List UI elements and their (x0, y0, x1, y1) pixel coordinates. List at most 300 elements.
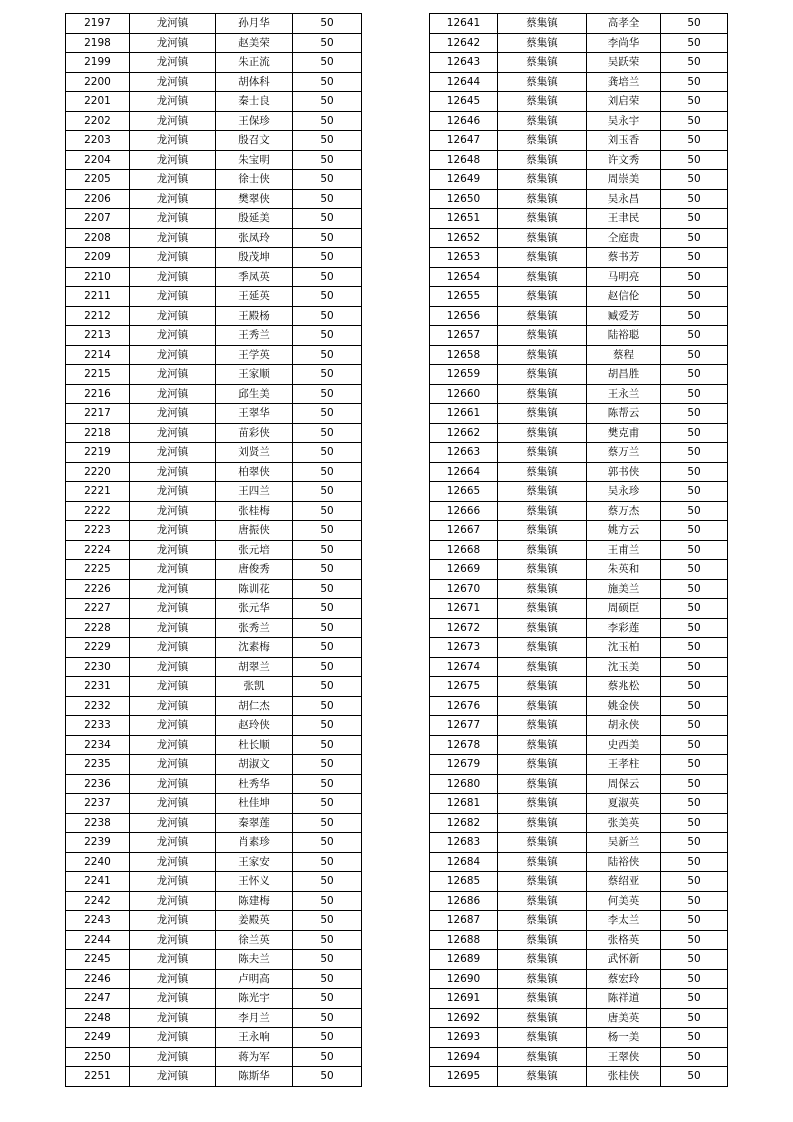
table-row (66, 599, 362, 619)
town-cell: 蔡集镇 (498, 540, 587, 560)
town-cell: 蔡集镇 (498, 170, 587, 190)
town-cell: 蔡集镇 (498, 267, 587, 287)
serial-number-cell: 2247 (66, 989, 130, 1009)
town-cell: 蔡集镇 (498, 852, 587, 872)
table-row (66, 521, 362, 541)
name-cell: 苗彩侠 (216, 423, 293, 443)
table-row (430, 813, 728, 833)
amount-cell: 50 (293, 1067, 362, 1087)
name-cell: 殷召文 (216, 131, 293, 151)
serial-number-cell: 2222 (66, 501, 130, 521)
serial-number-cell: 2216 (66, 384, 130, 404)
town-cell: 龙河镇 (130, 404, 216, 424)
table-row (430, 755, 728, 775)
name-cell: 施美兰 (587, 579, 661, 599)
name-cell: 王聿民 (587, 209, 661, 229)
town-cell: 蔡集镇 (498, 1047, 587, 1067)
amount-cell: 50 (293, 248, 362, 268)
amount-cell: 50 (293, 813, 362, 833)
serial-number-cell: 2232 (66, 696, 130, 716)
name-cell: 卢明高 (216, 969, 293, 989)
amount-cell: 50 (293, 33, 362, 53)
serial-number-cell: 2197 (66, 14, 130, 34)
town-cell: 龙河镇 (130, 111, 216, 131)
amount-cell: 50 (293, 150, 362, 170)
table-row (430, 228, 728, 248)
serial-number-cell: 12666 (430, 501, 498, 521)
town-cell: 龙河镇 (130, 969, 216, 989)
name-cell: 朱宝明 (216, 150, 293, 170)
table-row (430, 131, 728, 151)
amount-cell: 50 (661, 189, 728, 209)
name-cell: 史西美 (587, 735, 661, 755)
name-cell: 许文秀 (587, 150, 661, 170)
town-cell: 龙河镇 (130, 345, 216, 365)
town-cell: 龙河镇 (130, 1008, 216, 1028)
name-cell: 孙月华 (216, 14, 293, 34)
serial-number-cell: 2199 (66, 53, 130, 73)
serial-number-cell: 2211 (66, 287, 130, 307)
town-cell: 龙河镇 (130, 872, 216, 892)
town-cell: 龙河镇 (130, 14, 216, 34)
amount-cell: 50 (661, 677, 728, 697)
name-cell: 夏淑英 (587, 794, 661, 814)
serial-number-cell: 12657 (430, 326, 498, 346)
serial-number-cell: 2226 (66, 579, 130, 599)
table-row (66, 735, 362, 755)
name-cell: 秦士良 (216, 92, 293, 112)
name-cell: 王学英 (216, 345, 293, 365)
table-row (430, 384, 728, 404)
serial-number-cell: 12646 (430, 111, 498, 131)
town-cell: 蔡集镇 (498, 150, 587, 170)
name-cell: 陆裕聪 (587, 326, 661, 346)
serial-number-cell: 12693 (430, 1028, 498, 1048)
name-cell: 李尚华 (587, 33, 661, 53)
amount-cell: 50 (661, 404, 728, 424)
table-row (430, 989, 728, 1009)
town-cell: 龙河镇 (130, 287, 216, 307)
serial-number-cell: 2225 (66, 560, 130, 580)
town-cell: 蔡集镇 (498, 92, 587, 112)
town-cell: 蔡集镇 (498, 696, 587, 716)
name-cell: 蔡宏玲 (587, 969, 661, 989)
town-cell: 龙河镇 (130, 989, 216, 1009)
amount-cell: 50 (661, 1028, 728, 1048)
town-cell: 龙河镇 (130, 1028, 216, 1048)
amount-cell: 50 (293, 53, 362, 73)
name-cell: 李月兰 (216, 1008, 293, 1028)
table-row (66, 111, 362, 131)
table-row (66, 911, 362, 931)
amount-cell: 50 (661, 365, 728, 385)
serial-number-cell: 12694 (430, 1047, 498, 1067)
serial-number-cell: 12652 (430, 228, 498, 248)
amount-cell: 50 (661, 579, 728, 599)
town-cell: 蔡集镇 (498, 365, 587, 385)
amount-cell: 50 (661, 131, 728, 151)
table-row (66, 482, 362, 502)
table-row (430, 774, 728, 794)
table-row (430, 170, 728, 190)
table-row (66, 443, 362, 463)
table-row (430, 735, 728, 755)
amount-cell: 50 (293, 1008, 362, 1028)
table-row (66, 813, 362, 833)
amount-cell: 50 (661, 170, 728, 190)
serial-number-cell: 2250 (66, 1047, 130, 1067)
town-cell: 龙河镇 (130, 755, 216, 775)
table-row (66, 33, 362, 53)
name-cell: 陈夫兰 (216, 950, 293, 970)
town-cell: 蔡集镇 (498, 911, 587, 931)
table-row (430, 365, 728, 385)
town-cell: 蔡集镇 (498, 326, 587, 346)
name-cell: 王永兰 (587, 384, 661, 404)
amount-cell: 50 (293, 774, 362, 794)
table-row (430, 33, 728, 53)
serial-number-cell: 2206 (66, 189, 130, 209)
table-row (430, 1047, 728, 1067)
name-cell: 张凤玲 (216, 228, 293, 248)
town-cell: 蔡集镇 (498, 14, 587, 34)
town-cell: 蔡集镇 (498, 131, 587, 151)
table-row (66, 540, 362, 560)
serial-number-cell: 12688 (430, 930, 498, 950)
serial-number-cell: 2201 (66, 92, 130, 112)
town-cell: 龙河镇 (130, 501, 216, 521)
name-cell: 赵信伦 (587, 287, 661, 307)
amount-cell: 50 (293, 404, 362, 424)
amount-cell: 50 (661, 813, 728, 833)
serial-number-cell: 2239 (66, 833, 130, 853)
name-cell: 柏翠侠 (216, 462, 293, 482)
amount-cell: 50 (661, 950, 728, 970)
town-cell: 龙河镇 (130, 833, 216, 853)
table-row (66, 872, 362, 892)
serial-number-cell: 12660 (430, 384, 498, 404)
amount-cell: 50 (661, 1008, 728, 1028)
town-cell: 龙河镇 (130, 209, 216, 229)
town-cell: 龙河镇 (130, 774, 216, 794)
name-cell: 张元培 (216, 540, 293, 560)
table-row (430, 14, 728, 34)
name-cell: 王怀义 (216, 872, 293, 892)
town-cell: 龙河镇 (130, 950, 216, 970)
name-cell: 仝庭贵 (587, 228, 661, 248)
amount-cell: 50 (293, 638, 362, 658)
serial-number-cell: 2224 (66, 540, 130, 560)
amount-cell: 50 (661, 989, 728, 1009)
town-cell: 蔡集镇 (498, 384, 587, 404)
amount-cell: 50 (661, 306, 728, 326)
serial-number-cell: 12685 (430, 872, 498, 892)
town-cell: 龙河镇 (130, 248, 216, 268)
table-row (66, 833, 362, 853)
serial-number-cell: 12647 (430, 131, 498, 151)
amount-cell: 50 (661, 384, 728, 404)
amount-cell: 50 (661, 267, 728, 287)
table-row (66, 189, 362, 209)
name-cell: 刘启荣 (587, 92, 661, 112)
amount-cell: 50 (293, 170, 362, 190)
table-row (430, 872, 728, 892)
name-cell: 张美英 (587, 813, 661, 833)
table-row (66, 72, 362, 92)
amount-cell: 50 (661, 92, 728, 112)
table-row (66, 462, 362, 482)
table-row (430, 950, 728, 970)
serial-number-cell: 12642 (430, 33, 498, 53)
name-cell: 杜佳坤 (216, 794, 293, 814)
name-cell: 朱正流 (216, 53, 293, 73)
right-roster-table (429, 13, 728, 1087)
serial-number-cell: 2207 (66, 209, 130, 229)
amount-cell: 50 (293, 287, 362, 307)
town-cell: 龙河镇 (130, 579, 216, 599)
serial-number-cell: 12667 (430, 521, 498, 541)
name-cell: 樊克甫 (587, 423, 661, 443)
table-row (430, 287, 728, 307)
name-cell: 胡翠兰 (216, 657, 293, 677)
serial-number-cell: 2243 (66, 911, 130, 931)
serial-number-cell: 12691 (430, 989, 498, 1009)
amount-cell: 50 (293, 462, 362, 482)
table-row (66, 345, 362, 365)
town-cell: 蔡集镇 (498, 579, 587, 599)
serial-number-cell: 12645 (430, 92, 498, 112)
town-cell: 蔡集镇 (498, 872, 587, 892)
town-cell: 龙河镇 (130, 521, 216, 541)
table-row (66, 969, 362, 989)
name-cell: 王家顺 (216, 365, 293, 385)
town-cell: 龙河镇 (130, 560, 216, 580)
town-cell: 蔡集镇 (498, 969, 587, 989)
table-row (66, 384, 362, 404)
amount-cell: 50 (661, 560, 728, 580)
serial-number-cell: 2221 (66, 482, 130, 502)
name-cell: 陆裕侠 (587, 852, 661, 872)
town-cell: 蔡集镇 (498, 618, 587, 638)
serial-number-cell: 12644 (430, 72, 498, 92)
name-cell: 唐俊秀 (216, 560, 293, 580)
name-cell: 郭书侠 (587, 462, 661, 482)
serial-number-cell: 12662 (430, 423, 498, 443)
table-row (430, 209, 728, 229)
table-row (430, 443, 728, 463)
serial-number-cell: 12658 (430, 345, 498, 365)
table-row (66, 326, 362, 346)
table-row (66, 716, 362, 736)
town-cell: 蔡集镇 (498, 404, 587, 424)
amount-cell: 50 (661, 209, 728, 229)
serial-number-cell: 2219 (66, 443, 130, 463)
serial-number-cell: 12683 (430, 833, 498, 853)
table-row (430, 852, 728, 872)
name-cell: 龚培兰 (587, 72, 661, 92)
amount-cell: 50 (293, 306, 362, 326)
amount-cell: 50 (293, 443, 362, 463)
serial-number-cell: 12695 (430, 1067, 498, 1087)
name-cell: 王翠侠 (587, 1047, 661, 1067)
name-cell: 殷延美 (216, 209, 293, 229)
town-cell: 蔡集镇 (498, 599, 587, 619)
name-cell: 姚方云 (587, 521, 661, 541)
name-cell: 殷茂坤 (216, 248, 293, 268)
town-cell: 龙河镇 (130, 677, 216, 697)
table-row (66, 774, 362, 794)
name-cell: 武怀新 (587, 950, 661, 970)
amount-cell: 50 (661, 287, 728, 307)
serial-number-cell: 12687 (430, 911, 498, 931)
amount-cell: 50 (293, 852, 362, 872)
table-row (66, 131, 362, 151)
table-row (430, 53, 728, 73)
town-cell: 龙河镇 (130, 794, 216, 814)
table-row (430, 72, 728, 92)
town-cell: 蔡集镇 (498, 189, 587, 209)
serial-number-cell: 12680 (430, 774, 498, 794)
serial-number-cell: 2217 (66, 404, 130, 424)
table-row (430, 482, 728, 502)
name-cell: 蔡万兰 (587, 443, 661, 463)
name-cell: 徐兰英 (216, 930, 293, 950)
name-cell: 张凯 (216, 677, 293, 697)
table-row (66, 267, 362, 287)
amount-cell: 50 (661, 501, 728, 521)
town-cell: 龙河镇 (130, 482, 216, 502)
table-row (430, 618, 728, 638)
town-cell: 龙河镇 (130, 852, 216, 872)
town-cell: 龙河镇 (130, 267, 216, 287)
serial-number-cell: 12676 (430, 696, 498, 716)
table-row (430, 1028, 728, 1048)
name-cell: 季凤英 (216, 267, 293, 287)
table-row (430, 638, 728, 658)
amount-cell: 50 (293, 540, 362, 560)
left-roster-table (65, 13, 362, 1087)
serial-number-cell: 2210 (66, 267, 130, 287)
amount-cell: 50 (293, 131, 362, 151)
town-cell: 龙河镇 (130, 1047, 216, 1067)
name-cell: 杜长顺 (216, 735, 293, 755)
name-cell: 胡淑文 (216, 755, 293, 775)
name-cell: 唐美英 (587, 1008, 661, 1028)
table-row (430, 521, 728, 541)
amount-cell: 50 (293, 189, 362, 209)
town-cell: 龙河镇 (130, 540, 216, 560)
name-cell: 刘玉香 (587, 131, 661, 151)
town-cell: 蔡集镇 (498, 774, 587, 794)
name-cell: 徐士侠 (216, 170, 293, 190)
town-cell: 蔡集镇 (498, 345, 587, 365)
table-row (430, 677, 728, 697)
serial-number-cell: 2240 (66, 852, 130, 872)
table-row (66, 209, 362, 229)
name-cell: 王孝柱 (587, 755, 661, 775)
table-row (430, 404, 728, 424)
amount-cell: 50 (661, 443, 728, 463)
town-cell: 龙河镇 (130, 189, 216, 209)
amount-cell: 50 (661, 33, 728, 53)
name-cell: 李太兰 (587, 911, 661, 931)
serial-number-cell: 12689 (430, 950, 498, 970)
serial-number-cell: 2248 (66, 1008, 130, 1028)
amount-cell: 50 (293, 267, 362, 287)
name-cell: 蔡万杰 (587, 501, 661, 521)
amount-cell: 50 (293, 677, 362, 697)
name-cell: 张秀兰 (216, 618, 293, 638)
table-row (66, 657, 362, 677)
table-row (66, 677, 362, 697)
serial-number-cell: 2215 (66, 365, 130, 385)
serial-number-cell: 12674 (430, 657, 498, 677)
table-row (66, 560, 362, 580)
name-cell: 吴永昌 (587, 189, 661, 209)
amount-cell: 50 (293, 696, 362, 716)
name-cell: 蔡兆松 (587, 677, 661, 697)
amount-cell: 50 (661, 111, 728, 131)
serial-number-cell: 2218 (66, 423, 130, 443)
town-cell: 蔡集镇 (498, 209, 587, 229)
amount-cell: 50 (661, 72, 728, 92)
serial-number-cell: 12690 (430, 969, 498, 989)
name-cell: 刘贤兰 (216, 443, 293, 463)
name-cell: 吴新兰 (587, 833, 661, 853)
town-cell: 龙河镇 (130, 813, 216, 833)
serial-number-cell: 12678 (430, 735, 498, 755)
town-cell: 龙河镇 (130, 228, 216, 248)
amount-cell: 50 (661, 53, 728, 73)
serial-number-cell: 2213 (66, 326, 130, 346)
serial-number-cell: 12659 (430, 365, 498, 385)
amount-cell: 50 (661, 521, 728, 541)
amount-cell: 50 (293, 891, 362, 911)
table-row (430, 696, 728, 716)
name-cell: 张桂侠 (587, 1067, 661, 1087)
amount-cell: 50 (293, 716, 362, 736)
amount-cell: 50 (293, 833, 362, 853)
amount-cell: 50 (661, 462, 728, 482)
town-cell: 龙河镇 (130, 1067, 216, 1087)
town-cell: 龙河镇 (130, 365, 216, 385)
town-cell: 龙河镇 (130, 53, 216, 73)
serial-number-cell: 2242 (66, 891, 130, 911)
table-row (430, 306, 728, 326)
table-row (66, 423, 362, 443)
table-row (430, 1067, 728, 1087)
name-cell: 何美英 (587, 891, 661, 911)
name-cell: 姚金侠 (587, 696, 661, 716)
amount-cell: 50 (293, 1028, 362, 1048)
name-cell: 张格英 (587, 930, 661, 950)
town-cell: 蔡集镇 (498, 560, 587, 580)
amount-cell: 50 (661, 1047, 728, 1067)
amount-cell: 50 (661, 618, 728, 638)
name-cell: 张元华 (216, 599, 293, 619)
town-cell: 蔡集镇 (498, 228, 587, 248)
serial-number-cell: 12653 (430, 248, 498, 268)
amount-cell: 50 (661, 969, 728, 989)
serial-number-cell: 12681 (430, 794, 498, 814)
table-row (66, 638, 362, 658)
town-cell: 蔡集镇 (498, 657, 587, 677)
amount-cell: 50 (661, 735, 728, 755)
serial-number-cell: 12673 (430, 638, 498, 658)
serial-number-cell: 2231 (66, 677, 130, 697)
table-row (66, 579, 362, 599)
town-cell: 蔡集镇 (498, 501, 587, 521)
